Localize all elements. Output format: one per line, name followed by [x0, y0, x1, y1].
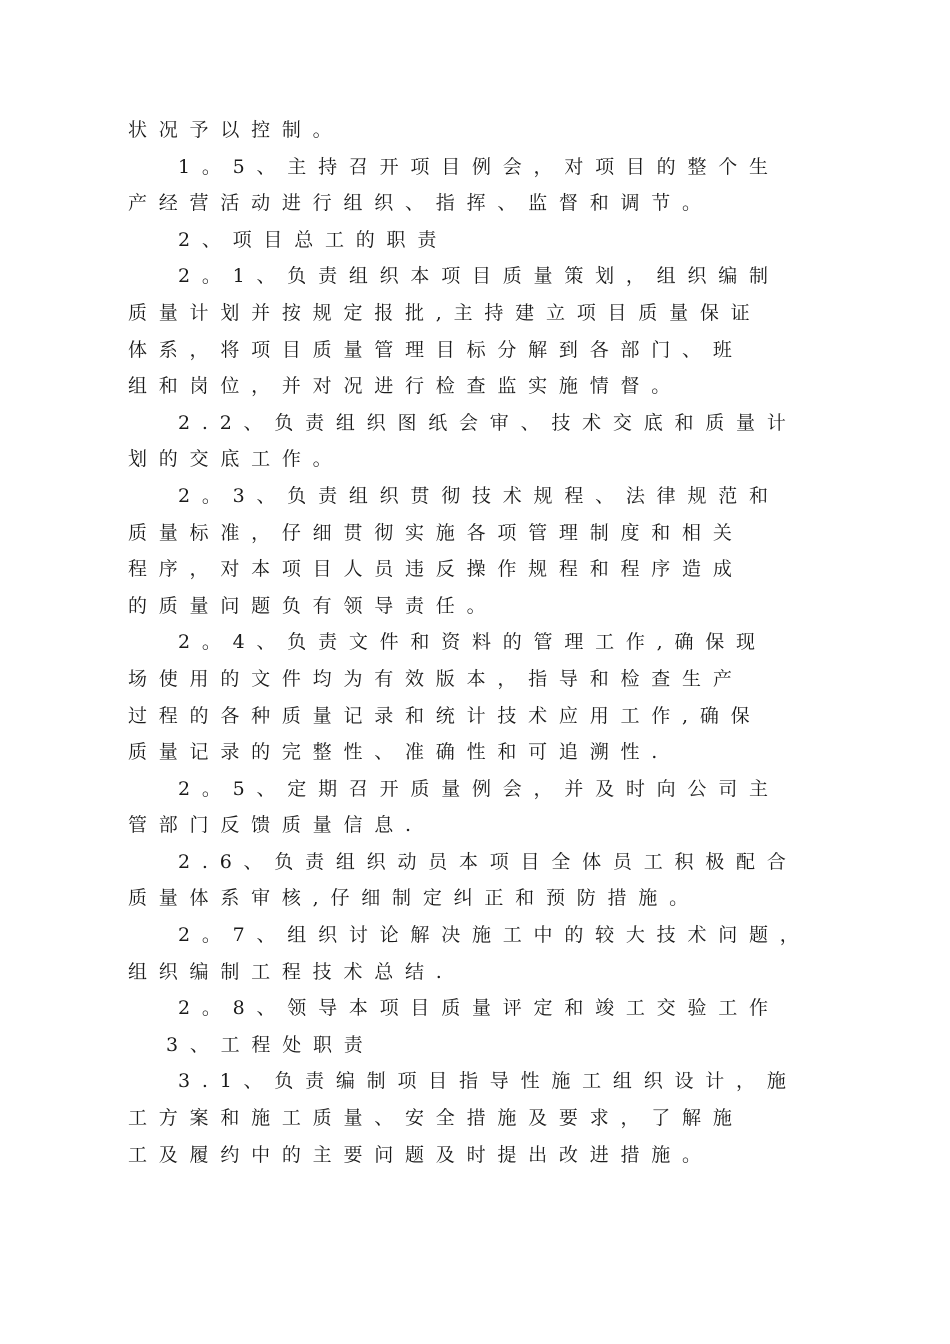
paragraph-line: 1。5、主持召开项目例会，对项目的整个生: [178, 155, 780, 178]
document-body: [128, 112, 868, 1173]
paragraph-line: 质量体系审核,仔细制定纠正和预防措施。: [128, 887, 700, 910]
paragraph-line: 场使用的文件均为有效版本，指导和检查生产: [128, 667, 744, 690]
paragraph-line: 划的交底工作。: [128, 448, 344, 471]
paragraph-line: 2。7、组织讨论解决施工中的较大技术问题，: [178, 924, 811, 947]
paragraph-line: 质量计划并按规定报批,主持建立项目质量保证: [128, 301, 762, 324]
paragraph-line: 组织编制工程技术总结.: [128, 960, 454, 983]
paragraph-line: 2。4、负责文件和资料的管理工作,确保现: [178, 631, 767, 654]
paragraph-line: 2。8、领导本项目质量评定和竣工交验工作: [178, 997, 780, 1020]
paragraph-line: 2.6、负责组织动员本项目全体员工积极配合: [178, 850, 798, 873]
paragraph-line: 程序，对本项目人员违反操作规程和程序造成: [128, 558, 744, 581]
section-heading: 2、项目总工的职责: [178, 228, 449, 251]
paragraph-line: 组和岗位，并对况进行检查监实施情督。: [128, 375, 683, 398]
paragraph-line: 2。3、负责组织贯彻技术规程、法律规范和: [178, 484, 780, 507]
paragraph-line: 质量记录的完整性、准确性和可追溯性.: [128, 741, 670, 764]
paragraph-line: 3.1、负责编制项目指导性施工组织设计，施: [178, 1070, 798, 1093]
paragraph-line: 质量标准，仔细贯彻实施各项管理制度和相关: [128, 521, 744, 544]
paragraph-line: 产经营活动进行组织、指挥、监督和调节。: [128, 192, 713, 215]
section-heading: 3、工程处职责: [166, 1033, 375, 1056]
paragraph-line: 工方案和施工质量、安全措施及要求，了解施: [128, 1107, 744, 1130]
paragraph-line: 2。1、负责组织本项目质量策划，组织编制: [178, 265, 780, 288]
paragraph-line: 的质量问题负有领导责任。: [128, 594, 498, 617]
paragraph-line: 2.2、负责组织图纸会审、技术交底和质量计: [178, 411, 798, 434]
paragraph-line: 2。5、定期召开质量例会，并及时向公司主: [178, 777, 780, 800]
paragraph-line: 过程的各种质量记录和统计技术应用工作,确保: [128, 704, 762, 727]
paragraph-line: 状况予以控制。: [128, 119, 344, 141]
paragraph-line: 体系，将项目质量管理目标分解到各部门、班: [128, 338, 744, 361]
paragraph-line: 工及履约中的主要问题及时提出改进措施。: [128, 1143, 713, 1166]
paragraph-line: 管部门反馈质量信息.: [128, 814, 423, 837]
